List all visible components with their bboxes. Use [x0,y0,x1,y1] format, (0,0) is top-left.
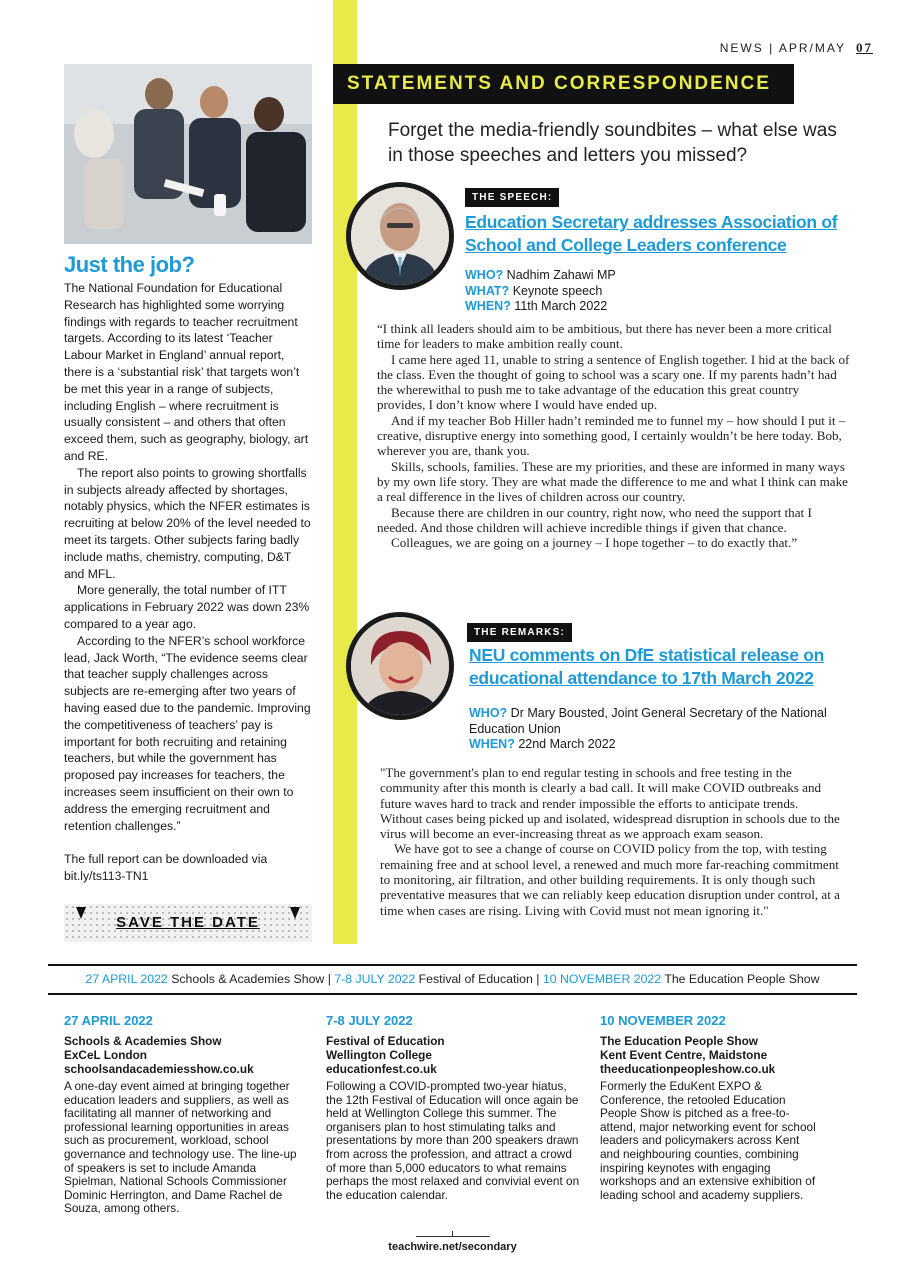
quote-paragraph: Because there are children in our country, right now, who need the support that I needed. And those children will achieve incredible things if given that chance. [377,504,812,535]
strip-date: 27 APRIL 2022 [85,972,168,986]
quote-paragraph: And if my teacher Bob Hiller hadn’t reminded me to funnel my – how should I put it – creative, disruptive energy into something good, I certainly wouldn’t be here today. Bob, wherever you are, thank you. [377,412,846,459]
speaker-portrait [346,612,454,720]
speaker-name: Dr Mary Bousted, Joint General Secretary of the National Education Union [469,706,827,736]
speech-headline[interactable]: Education Secretary addresses Association of School and College Leaders conference [465,212,838,255]
strip-separator: | [324,972,335,986]
remarks-meta [469,706,854,753]
remarks-headline[interactable]: NEU comments on DfE statistical release on educational attendance to 17th March 2022 [469,645,825,688]
quote-paragraph: I came here aged 11, unable to string a sentence of English together. I hid at the back of the class. Even the thought of going to school was a scary one. If my parents hadn’t had the wherewithal to push me to take advantage of the education this great country provides, I don’t know where I would have ended up. [377,351,850,413]
strip-event: The Education People Show [664,972,820,986]
when-label: WHEN? [469,737,515,751]
event-venue: ExCeL London [64,1048,148,1062]
divider-rule [48,964,857,966]
event-name: Schools & Academies Show [64,1034,222,1048]
people-seated-with-devices-photo [64,64,312,244]
speech-tag: THE SPEECH: [465,188,559,207]
event-card [600,1013,820,1202]
event-date: 7-8 JULY 2022 [326,1013,413,1028]
event-card [326,1013,584,1202]
save-the-date-banner [64,904,312,942]
divider-rule [48,993,857,995]
event-description: Formerly the EduKent EXPO & Conference, the retooled Education People Show is pitched as a free-to-attend, major networking event for school leaders and policymakers across Kent and neighbouring counties, combining inspiring keynotes with engaging workshops and an extensive exhibition of leading school and academy suppliers. [600,1079,816,1202]
triangle-icon [290,907,300,919]
page-number: 07 [856,40,873,55]
speaker-portrait [346,182,454,290]
speech-tag-wrapper [465,187,559,205]
article-paragraph: The full report can be downloaded via bit.ly/ts113-TN1 [64,852,268,884]
event-name: Festival of Education [326,1034,445,1048]
what-label: WHAT? [465,283,510,298]
strip-event: Festival of Education [418,972,533,986]
quote-paragraph: "The government's plan to end regular testing in schools and free testing in the community after this month is clearly a bad call. It will make COVID outbreaks and future waves hard to track and render impossible the efforts to anticipate trends. Without cases being picked up and isolated, widespread disruption in schools due to the virus will become an ever-increasing threat as we approach exam season. [380,765,840,842]
event-description: Following a COVID-prompted two-year hiatus, the 12th Festival of Education will once again be held at Wellington College this summer. The organisers plan to host stimulating talks and presentations by more than 200 speakers drawn from across the profession, and attract a crowd of more than 5,000 educators to what remains perhaps the most relaxed and convivial event on the education calendar. [326,1079,580,1202]
footer-rule [416,1236,490,1237]
section-label: NEWS | APR/MAY [719,41,846,55]
event-card [64,1013,304,1216]
yellow-accent-bar [333,0,357,944]
article-paragraph: According to the NFER’s school workforce lead, Jack Worth, “The evidence seems clear that teacher supply challenges across subjects are re-emerging after two years of having eased due to the pandemic. Improving the competitiveness of teachers’ pay is important for both recruiting and retaining teachers, but while the government has proposed pay increases for teachers, the increases seem insufficient on their own to address the emerging recruitment and retention challenges.” [64,633,311,833]
speaker-name: Nadhim Zahawi MP [506,268,616,282]
speech-date: 11th March 2022 [514,299,608,313]
remarks-tag-wrapper [467,622,572,640]
who-label: WHO? [469,706,508,720]
remarks-tag: THE REMARKS: [467,623,572,642]
event-url[interactable]: theeducationpeopleshow.co.uk [600,1062,776,1076]
strip-separator: | [532,972,543,986]
strip-date: 10 NOVEMBER 2022 [542,972,662,986]
event-url[interactable]: schoolsandacademiesshow.co.uk [64,1062,254,1076]
event-description: A one-day event aimed at bringing together education leaders and suppliers, as well as facilitating all manner of networking and professional learning opportunities in areas such as procurement, workload, school governance and technology use. The line-up of speakers is set to include Amanda Spielman, National Schools Commissioner Dominic Herrington, and Dame Rachel de Souza, among others. [64,1079,297,1216]
when-label: WHEN? [465,299,511,313]
event-venue: Wellington College [326,1048,432,1062]
save-the-date-label: SAVE THE DATE [116,914,260,931]
event-name: The Education People Show [600,1034,758,1048]
who-label: WHO? [465,268,504,282]
events-strip [48,972,857,986]
article-paragraph: The report also points to growing shortfalls in subjects already affected by shortages, notably physics, which the NFER estimates is recruiting at below 20% of the level needed to meet its targets. Other subjects faring badly include maths, chemistry, computing, D&T and MFL. [64,465,311,581]
footer-url[interactable]: teachwire.net/secondary [388,1241,517,1253]
speech-meta [465,268,845,315]
strip-date: 7-8 JULY 2022 [334,972,416,986]
event-date: 10 NOVEMBER 2022 [600,1013,726,1028]
speech-type: Keynote speech [512,283,603,298]
strip-event: Schools & Academies Show [171,972,325,986]
event-url[interactable]: educationfest.co.uk [326,1062,437,1076]
quote-paragraph: Skills, schools, families. These are my priorities, and these are informed in many ways by my own life story. They are what made the difference to me and what I think can make a real difference in the lives of children across our country. [377,458,848,505]
section-intro: Forget the media-friendly soundbites – what else was in those speeches and letters you missed? [388,120,837,166]
quote-paragraph: “I think all leaders should aim to be ambitious, but there has never been a more critical time for leaders to make ambition really count. [377,321,832,352]
running-head [720,40,873,56]
event-venue: Kent Event Centre, Maidstone [600,1048,768,1062]
just-the-job-article [64,252,312,885]
article-paragraph: The National Foundation for Educational Research has highlighted some worrying findings with regards to teacher recruitment targets. According to its latest ‘Teacher Labour Market in England’ annual report, there is a ‘substantial risk’ that targets won’t be met this year in a range of subjects, including English – where recruitment is usually consistent – and others that often exceed them, such as geography, biology, art and RE. [64,281,309,463]
article-paragraph: More generally, the total number of ITT applications in February 2022 was down 23% compared to a year ago. [64,583,310,631]
section-title: STATEMENTS AND CORRESPONDENCE [333,64,794,104]
remarks-quote [380,765,842,918]
event-date: 27 APRIL 2022 [64,1013,153,1028]
remarks-date: 22nd March 2022 [518,737,616,751]
article-title: Just the job? [64,252,195,277]
speech-quote [377,321,850,550]
quote-paragraph: Colleagues, we are going on a journey – I hope together – to do exactly that.” [391,535,798,551]
quote-paragraph: We have got to see a change of course on COVID policy from the top, with testing remaining free and at school level, a renewed and much more far-reaching commitment to monitoring, air filtration, and other building requirements. It is only though such preventative measures that we can reliably keep education disruption under control, at a time when cases are rising. Living with Covid must not mean ignoring it." [380,841,840,918]
